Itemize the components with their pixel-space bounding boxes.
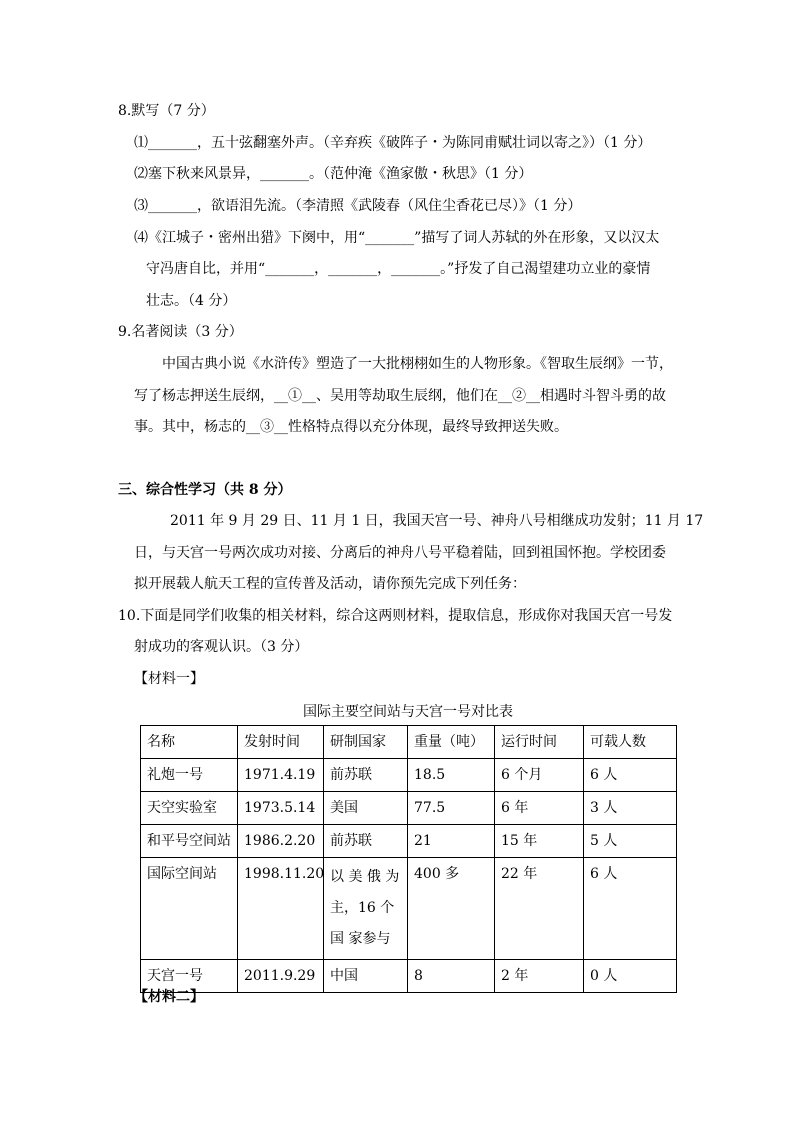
section-3-para-1: 2011 年 9 月 29 日、11 月 1 日，我国天宫一号、神舟八号相继成功发射；11 月 17 (170, 513, 704, 529)
cell-duration: 15 年 (495, 825, 584, 858)
material-1-label: 【材料一】 (134, 671, 204, 687)
table-row (141, 825, 677, 858)
space-station-comparison-table (140, 725, 677, 993)
q8-line-4c: 壮志。（4 分） (146, 293, 237, 309)
header-duration: 运行时间 (495, 726, 584, 759)
cell-crew: 3 人 (584, 792, 677, 825)
table-row (141, 960, 677, 993)
cell-duration: 22 年 (495, 858, 584, 960)
table-title: 国际主要空间站与天宫一号对比表 (303, 704, 513, 720)
section-3-title: 三、综合性学习（共 8 分） (118, 482, 292, 498)
cell-name: 天空实验室 (141, 792, 238, 825)
cell-crew: 5 人 (584, 825, 677, 858)
cell-name: 和平号空间站 (141, 825, 238, 858)
header-crew: 可载人数 (584, 726, 677, 759)
q8-title: 8.默写（7 分） (118, 103, 215, 119)
cell-country: 美国 (324, 792, 408, 825)
cell-weight: 400 多 (408, 858, 495, 960)
cell-weight: 77.5 (408, 792, 495, 825)
cell-duration: 6 个月 (495, 759, 584, 792)
material-2-label: 【材料二】 (134, 989, 204, 1005)
q8-line-4b: 守冯唐自比，并用“_______，_______，_______。”抒发了自己渴望建功立业的豪情 (146, 261, 651, 277)
table-header-row (141, 726, 677, 759)
q10-line-2: 射成功的客观认识。（3 分） (134, 639, 309, 655)
cell-duration: 6 年 (495, 792, 584, 825)
cell-duration: 2 年 (495, 960, 584, 993)
table-row (141, 759, 677, 792)
cell-name: 天宫一号 (141, 960, 238, 993)
cell-launch-date: 2011.9.29 (238, 960, 324, 993)
header-name: 名称 (141, 726, 238, 759)
cell-name: 礼炮一号 (141, 759, 238, 792)
header-country: 研制国家 (324, 726, 408, 759)
q9-para-2: 写了杨志押送生辰纲，__①__、吴用等劫取生辰纲，他们在__②__相遇时斗智斗勇的故 (134, 388, 666, 404)
q9-para-3: 事。其中，杨志的__③__性格特点得以充分体现，最终导致押送失败。 (134, 419, 568, 435)
cell-crew: 6 人 (584, 759, 677, 792)
cell-weight: 21 (408, 825, 495, 858)
q9-title: 9.名著阅读（3 分） (118, 324, 243, 340)
q9-para-1: 中国古典小说《水浒传》塑造了一大批栩栩如生的人物形象。《智取生辰纲》一节， (162, 356, 673, 372)
cell-country: 以 美 俄 为 主，16 个国 家参与 (324, 858, 408, 960)
header-launch-date: 发射时间 (238, 726, 324, 759)
header-weight: 重量（吨） (408, 726, 495, 759)
q8-line-2: ⑵塞下秋来风景异，_______。（范仲淹《渔家傲・秋思》（1 分） (134, 166, 533, 182)
cell-country: 中国 (324, 960, 408, 993)
table-row (141, 792, 677, 825)
cell-country: 前苏联 (324, 759, 408, 792)
cell-name: 国际空间站 (141, 858, 238, 960)
cell-crew: 0 人 (584, 960, 677, 993)
cell-crew: 6 人 (584, 858, 677, 960)
q8-line-3: ⑶_______，欲语泪先流。（李清照《武陵春（风住尘香花已尽）》（1 分） (134, 198, 582, 214)
table-row (141, 858, 677, 960)
section-3-para-3: 拟开展载人航天工程的宣传普及活动，请你预先完成下列任务： (134, 576, 526, 592)
cell-launch-date: 1973.5.14 (238, 792, 324, 825)
q10-line-1: 10.下面是同学们收集的相关材料，综合这两则材料，提取信息，形成你对我国天宫一号发 (118, 608, 673, 624)
cell-launch-date: 1971.4.19 (238, 759, 324, 792)
q8-line-4a: ⑷《江城子・密州出猎》下阕中，用“_______”描写了词人苏轼的外在形象，又以汉太 (134, 230, 660, 246)
cell-weight: 18.5 (408, 759, 495, 792)
cell-launch-date: 1998.11.20 (238, 858, 324, 960)
cell-country: 前苏联 (324, 825, 408, 858)
q8-line-1: ⑴_______，五十弦翻塞外声。（辛弃疾《破阵子・为陈同甫赋壮词以寄之》）（1 分） (134, 135, 652, 151)
cell-launch-date: 1986.2.20 (238, 825, 324, 858)
cell-weight: 8 (408, 960, 495, 993)
section-3-para-2: 日，与天宫一号两次成功对接、分离后的神舟八号平稳着陆，回到祖国怀抱。学校团委 (134, 545, 666, 561)
